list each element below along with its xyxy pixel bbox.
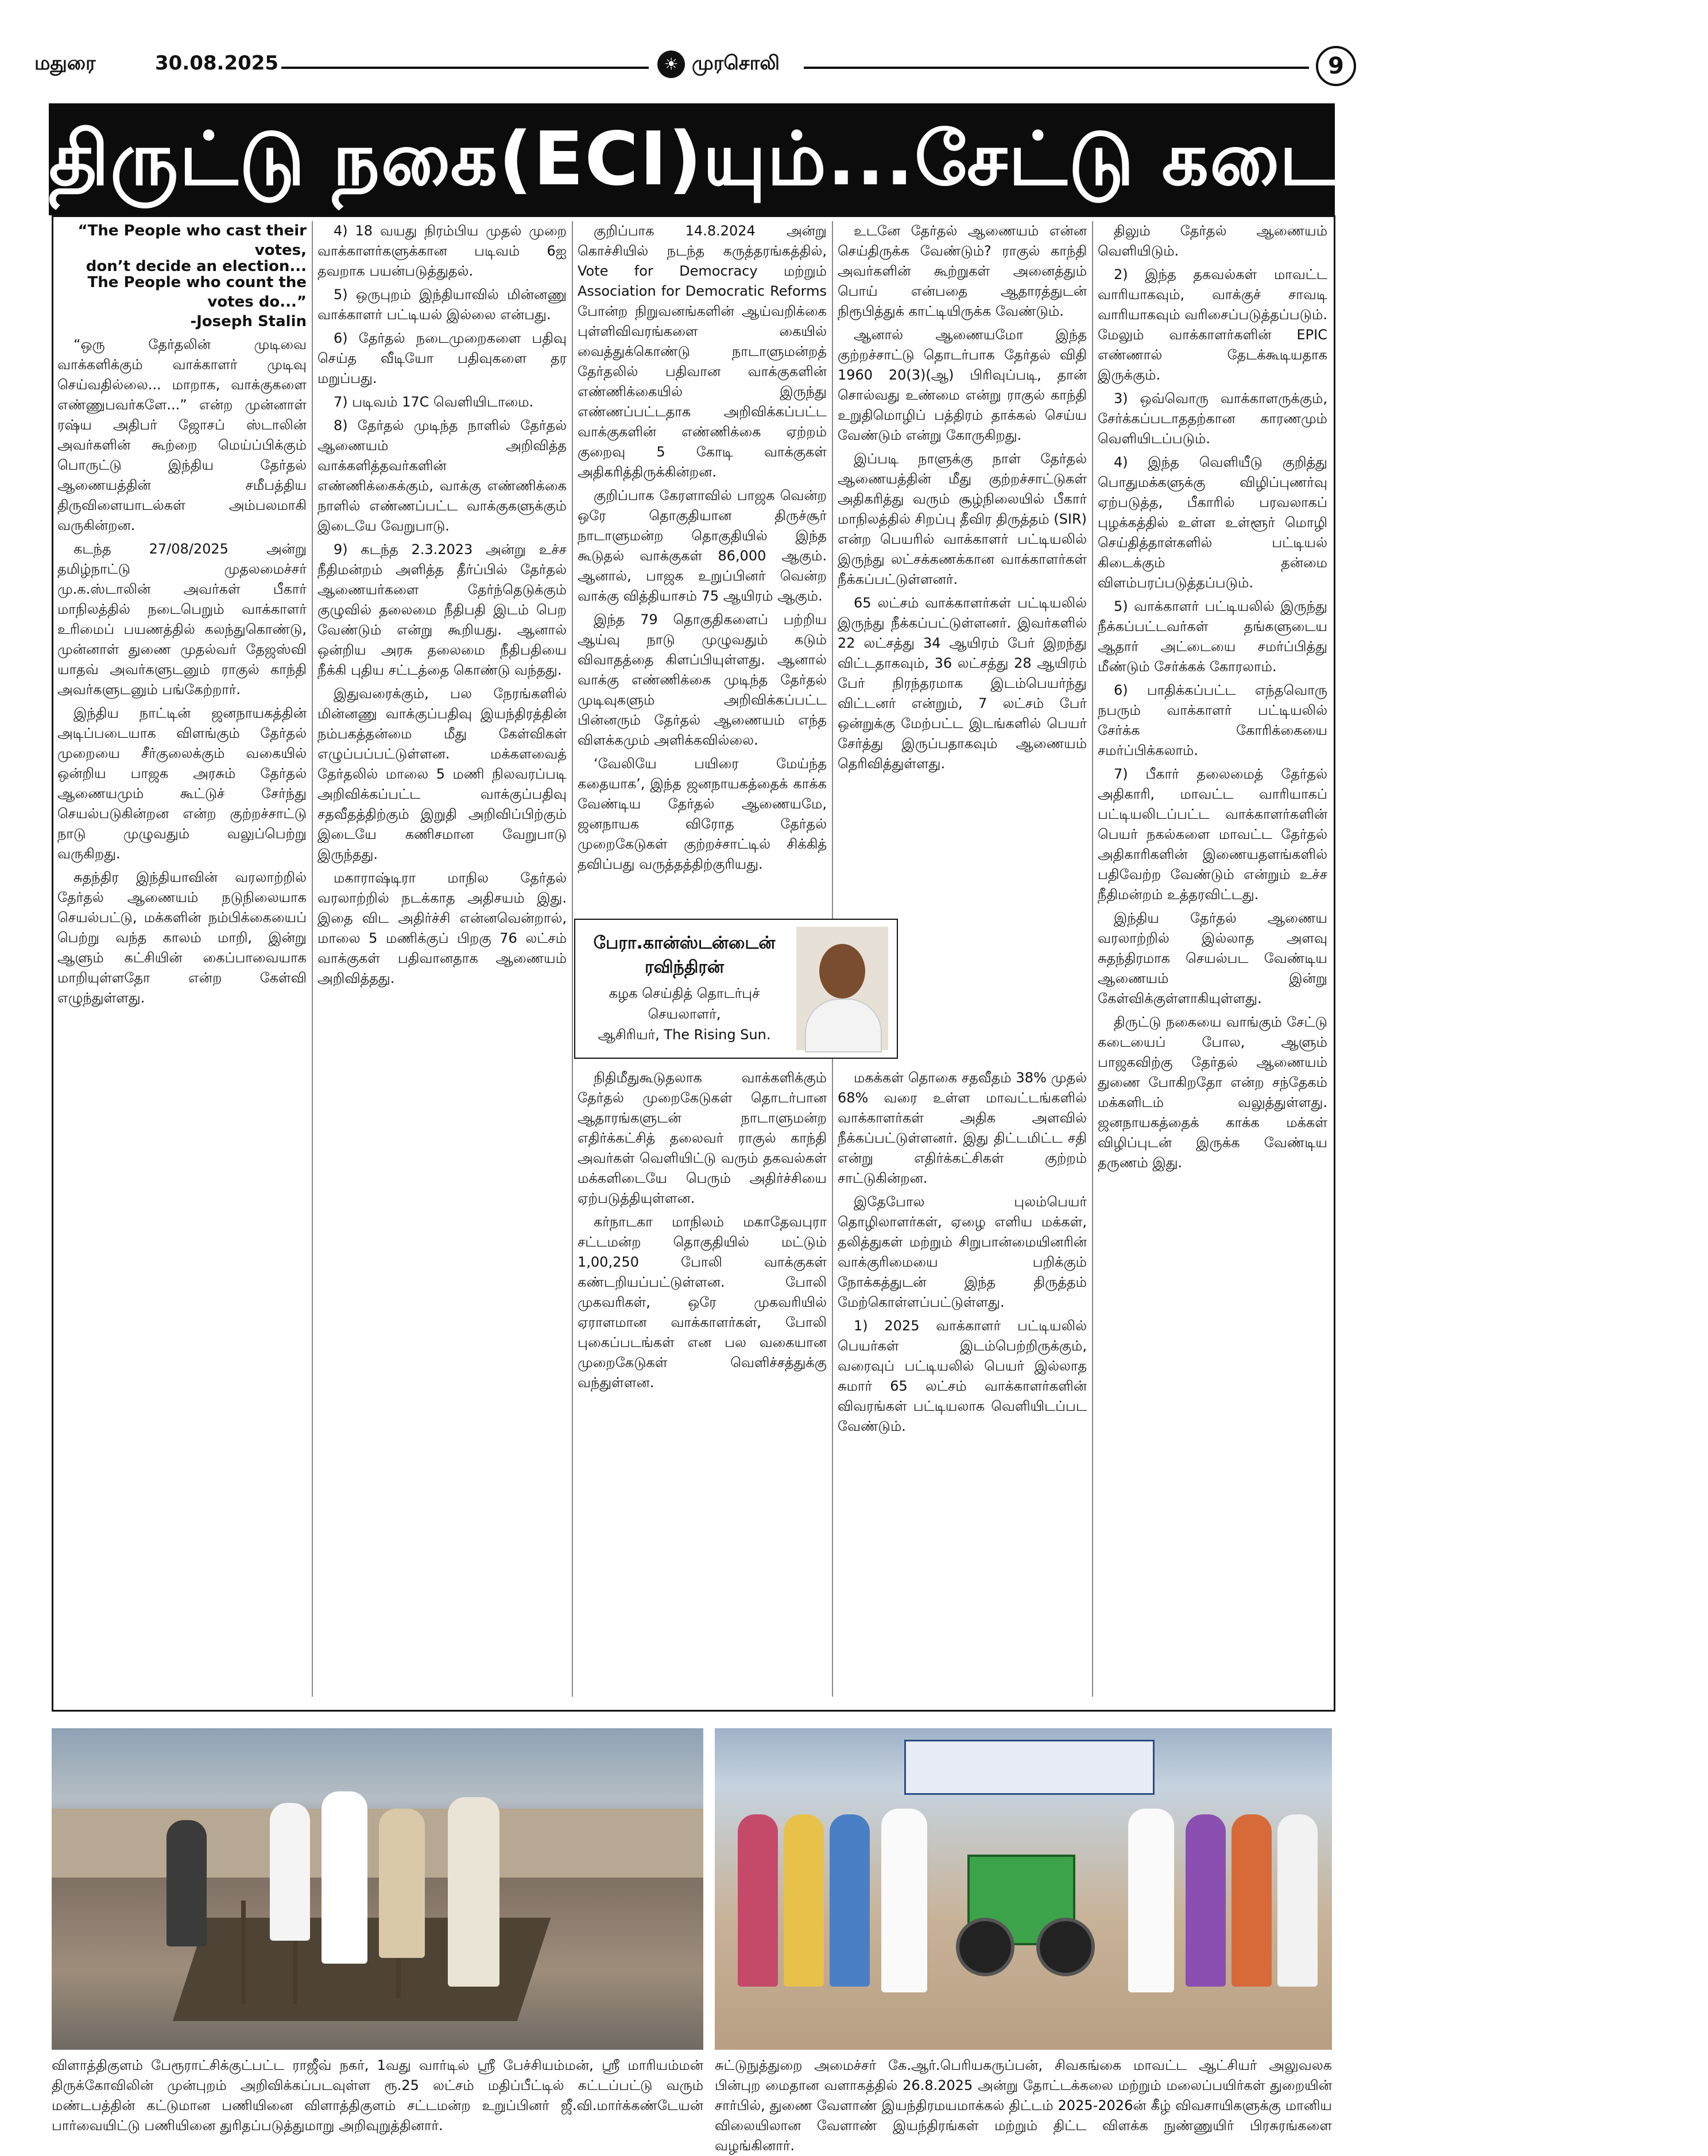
paragraph: 7) பீகார் தலைமைத் தேர்தல் அதிகாரி, மாவட்ட வாரியாகப் பட்டியலிடப்பட்ட வாக்காளர்களின் பெயர் நகல்களை மாவட்ட தேர்தல் அதிகாரிகளின் இணையதளங்களில் பதிவேற்ற வேண்டும் என்றும் உச்ச நீதிமன்றம் உத்தரவிட்டது. <box>1098 766 1327 903</box>
author-name <box>581 931 788 980</box>
paragraph: 6) தேர்தல் நடைமுறைகளை பதிவு செய்த வீடியோ பதிவுகளை தர மறுப்பது. <box>317 330 567 386</box>
author-name-line: பேரா.கான்ஸ்டன்டைன் <box>593 933 776 953</box>
article-column-2 <box>317 221 567 1697</box>
paragraph: 1) 2025 வாக்காளர் பட்டியலில் பெயர்கள் இடம்பெற்றிருக்கும், வரைவுப் பட்டியலில் பெயர் இல்லாத சுமார் 65 லட்சம் வாக்காளர்களின் விவரங்கள் பட்டியலாக வெளியிடப்பட வேண்டும். <box>838 1318 1087 1434</box>
photo-person <box>784 1814 824 1987</box>
author-role-line: கழக செய்தித் தொடர்புச் செயலாளர், <box>609 985 760 1022</box>
author-photo <box>796 927 888 1050</box>
author-photo-body <box>805 998 882 1052</box>
paragraph: ஆனால் ஆணையமோ இந்த குற்றச்சாட்டு தொடர்பாக தேர்தல் விதி 1960 20(3)(ஆ) பிரிவுப்படி, தான் சொல்வது உண்மை என்று ராகுல் காந்தி உறுதிமொழிப் பத்திரம் தாக்கல் செய்ய வேண்டும் என்று கோருகிறது. <box>838 327 1087 443</box>
photo-person <box>270 1803 310 1941</box>
paragraph: மகாராஷ்டிரா மாநில தேர்தல் வரலாற்றில் நடக்காத அதிசயம் இது. இதை விட அதிர்ச்சி என்னவென்றால், மாலை 5 மணிக்குப் பிறகு 76 லட்சம் வாக்குகள் பதிவானதாக ஆணையம் அறிவித்தது. <box>317 870 567 986</box>
paragraph: 7) படிவம் 17C வெளியிடாமை. <box>334 394 534 410</box>
photo-person <box>738 1814 778 1987</box>
column-divider <box>312 221 313 1697</box>
photo-banner <box>904 1740 1155 1795</box>
paragraph: “ஒரு தேர்தலின் முடிவை வாக்களிக்கும் வாக்காளர் முடிவு செய்வதில்லை... மாறாக, வாக்குகளை எண்ணுபவர்களே...” என்ற முன்னாள் ரஷ்ய அதிபர் ஜோசப் ஸ்டாலின் அவர்களின் கூற்றை மெய்ப்பிக்கும் பொருட்டு இந்திய தேர்தல் ஆணையத்தின் சமீபத்திய திருவிளையாடல்கள் அம்பலமாகி வருகின்றன. <box>57 336 307 533</box>
masthead <box>34 46 1355 86</box>
article-column-1 <box>57 221 307 1697</box>
masthead-city: மதுரை <box>34 52 96 75</box>
paragraph: மகக்கள் தொகை சதவீதம் 38% முதல் 68% வரை உள்ள மாவட்டங்களில் வாக்காளர்கள் அதிக அளவில் நீக்கப்பட்டுள்ளனர். இது திட்டமிட்ட சதி என்று எதிர்க்கட்சிகள் குற்றம் சாட்டுகின்றன. <box>838 1070 1087 1186</box>
paper-logo-icon: ☀ <box>657 51 685 78</box>
paragraph: 4) இந்த வெளியீடு குறித்து பொதுமக்களுக்கு விழிப்புணர்வு ஏற்படுத்த, பீகாரில் பரவலாகப் புழக்கத்தில் உள்ள உள்ளூர் மொழி செய்தித்தாள்களில் பட்டியல் கிடைக்கும் தன்மை விளம்பரப்படுத்தப்படும். <box>1098 454 1327 591</box>
paragraph: திலும் தேர்தல் ஆணையம் வெளியிடும். <box>1098 223 1327 259</box>
photo-person <box>322 1791 367 1964</box>
paragraph: 6) பாதிக்கப்பட்ட எந்தவொரு நபரும் வாக்காளர் பட்டியலில் சேர்க்க கோரிக்கையை சமர்ப்பிக்கலாம். <box>1098 682 1327 758</box>
headline: திருட்டு நகை(ECI)யும்...சேட்டு கடை(BJP)யும்! <box>49 103 1335 215</box>
photo-person <box>1231 1814 1272 1987</box>
paragraph: குறிப்பாக கேரளாவில் பாஜக வென்ற ஒரே தொகுதியான திருச்சூர் நாடாளுமன்ற தொகுதியில் இந்த கூடுதல் வாக்குகள் 86,000 ஆகும். ஆனால், பாஜக உறுப்பினர் வென்ற வாக்கு வித்தியாசம் 75 ஆயிரம் ஆகும். <box>578 487 827 604</box>
paragraph: 5) ஒருபுறம் இந்தியாவில் மின்னணு வாக்காளர் பட்டியல் இல்லை என்பது. <box>317 287 567 323</box>
paragraph: 3) ஒவ்வொரு வாக்காளருக்கும், சேர்க்கப்படாததற்கான காரணமும் வெளியிடப்படும். <box>1098 390 1327 447</box>
paragraph: ‘வேலியே பயிரை மேய்ந்த கதையாக’, இந்த ஜனநாயகத்தைக் காக்க வேண்டிய தேர்தல் ஆணையமே, ஜனநாயக விரோத தேர்தல் முறைகேடுகள் குற்றச்சாட்டில் சிக்கித் தவிப்பது வருத்தத்திற்குரியது. <box>578 756 827 872</box>
paragraph: உடனே தேர்தல் ஆணையம் என்ன செய்திருக்க வேண்டும்? ராகுல் காந்தி அவர்களின் கூற்றுகள் அனைத்தும் பொய் என்பதை ஆதாரத்துடன் நிரூபித்துக் காட்டியிருக்க வேண்டும். <box>838 223 1087 319</box>
paragraph: 4) 18 வயது நிரம்பிய முதல் முறை வாக்காளர்களுக்கான படிவம் 6ஐ தவறாக பயன்படுத்துதல். <box>317 223 567 279</box>
photo-person <box>379 1809 425 1958</box>
photo-person <box>830 1814 870 1987</box>
photo-wall <box>52 1809 703 1878</box>
masthead-date: 30.08.2025 <box>155 52 279 75</box>
article-column-4-lower <box>838 1068 1087 1697</box>
masthead-rule <box>281 67 649 69</box>
article-column-3 <box>578 221 827 910</box>
paragraph: இப்படி நாளுக்கு நாள் தேர்தல் ஆணையத்தின் மீது குற்றச்சாட்டுகள் அதிகரித்து வரும் சூழ்நிலையில் பீகார் மாநிலத்தில் சிறப்பு தீவிர திருத்தம் (SIR) என்ற பெயரில் வாக்காளர் பட்டியலில் இருந்து லட்சக்கணக்கான வாக்காளர்கள் நீக்கப்பட்டுள்ளனர். <box>838 451 1087 587</box>
photo-person <box>1186 1814 1226 1987</box>
epigraph-line: The People who count the votes do...” <box>87 274 307 311</box>
photo-person <box>448 1797 499 1987</box>
article-column-4 <box>838 221 1087 910</box>
construction-inspection-photo <box>52 1728 703 2050</box>
author-photo-head <box>819 944 865 998</box>
paragraph: சுதந்திர இந்தியாவின் வரலாற்றில் தேர்தல் ஆணையம் நடுநிலையாக செயல்பட்டு, மக்களின் நம்பிக்கையைப் பெற்று வந்த காலம் மாறி, இன்று ஆளும் கட்சியின் கைப்பாவையாக மாறியுள்ளதோ என்ற கேள்வி எழுந்துள்ளது. <box>57 869 307 1006</box>
author-name-line: ரவிந்திரன் <box>644 957 725 977</box>
paragraph: 2) இந்த தகவல்கள் மாவட்ட வாரியாகவும், வாக்குச் சாவடி வாரியாகவும் வரிசைப்படுத்தப்படும். மேலும் வாக்காளர்களின் EPIC எண்ணால் தேடக்கூடியதாக இருக்கும். <box>1098 266 1327 383</box>
paragraph: திருட்டு நகையை வாங்கும் சேட்டு கடையைப் போல, ஆளும் பாஜகவிற்கு தேர்தல் ஆணையம் துணை போகிறதோ என்ற சந்தேகம் மக்களிடம் வலுத்துள்ளது. ஜனநாயகத்தைக் காக்க மக்கள் விழிப்புடன் இருக்க வேண்டிய தருணம் இது. <box>1098 1014 1327 1171</box>
epigraph-line: don’t decide an election... <box>86 258 307 275</box>
page-number: 9 <box>1316 46 1356 86</box>
paragraph: இதேபோல புலம்பெயர் தொழிலாளர்கள், ஏழை எளிய மக்கள், தலித்துகள் மற்றும் சிறுபான்மையினரின் வாக்குரிமையை பறிக்கும் நோக்கத்துடன் இந்த திருத்தம் மேற்கொள்ளப்பட்டுள்ளது. <box>838 1194 1087 1310</box>
article-column-3-lower <box>578 1068 827 1697</box>
photo-caption-left: விளாத்திகுளம் பேரூராட்சிக்குட்பட்ட ராஜீவ் நகர், 1வது வார்டில் ஸ்ரீ பேச்சியம்மன், ஸ்ரீ மாரியம்மன் திருக்கோவிலின் முன்புறம் அறிவிக்கப்படவுள்ள ரூ.25 லட்சம் மதிப்பீட்டில் கட்டப்பட்டு வரும் மண்டபத்தின் கட்டுமான பணியினை விளாத்திகுளம் சட்டமன்ற உறுப்பினர் ஜீ.வி.மார்க்கண்டேயன் பார்வையிட்டு பணியினை துரிதப்படுத்துமாறு அறிவுறுத்தினார். <box>52 2057 703 2134</box>
paragraph: 5) வாக்காளர் பட்டியலில் இருந்து நீக்கப்பட்டவர்கள் தங்களுடைய ஆதார் அட்டையை சமர்ப்பித்து மீண்டும் சேர்க்கக் கோரலாம். <box>1098 598 1327 675</box>
photo-person <box>1128 1809 1174 1992</box>
paragraph: கர்நாடகா மாநிலம் மகாதேவபுரா சட்டமன்ற தொகுதியில் மட்டும் 1,00,250 போலி வாக்குகள் கண்டறியப்பட்டுள்ளன. போலி முகவரிகள், ஒரே முகவரியில் ஏராளமான வாக்காளர்கள், போலி புகைப்படங்கள் என பல வகையான முறைகேடுகள் வெளிச்சத்துக்கு வந்துள்ளன. <box>578 1214 827 1391</box>
paragraph: குறிப்பாக 14.8.2024 அன்று கொச்சியில் நடந்த கருத்தரங்கத்தில், Vote for Democracy மற்றும் Association for Democratic Reforms போன்ற நிறுவனங்களின் ஆய்வறிக்கை புள்ளிவிவரங்களை கையில் வைத்துக்கொண்டு நாடாளுமன்றத் தேர்தலில் பதிவான வாக்குகளின் எண்ணிக்கையில் இருந்து எண்ணப்பட்டதாக அறிவிக்கப்பட்ட வாக்குகளின் எண்ணிக்கை ஏற்றம் குறைவு 5 கோடி வாக்குகள் அதிகரித்திருக்கின்றன. <box>578 223 827 480</box>
masthead-rule <box>804 67 1309 69</box>
author-role-line: ஆசிரியர், The Rising Sun. <box>598 1027 771 1043</box>
epigraph-line: “The People who cast their votes, <box>78 222 307 259</box>
article-column-5 <box>1098 221 1327 1697</box>
paragraph: கடந்த 27/08/2025 அன்று தமிழ்நாட்டு முதலமைச்சர் மு.க.ஸ்டாலின் அவர்கள் பீகார் மாநிலத்தில் நடைபெறும் வாக்காளர் உரிமைப் பயணத்தில் கலந்துகொண்டு, முன்னாள் துணை முதல்வர் தேஜஸ்வி யாதவ் அவர்களுடனும் ராகுல் காந்தி அவர்களுடனும் பங்கேற்றார். <box>57 541 307 698</box>
tractor-distribution-photo <box>715 1728 1332 2050</box>
column-divider <box>572 221 573 1697</box>
author-role <box>581 983 788 1045</box>
photo-wheel <box>1036 1918 1095 1976</box>
epigraph-attribution: -Joseph Stalin <box>190 313 307 330</box>
masthead-paper-name: முரசொலி <box>692 52 780 75</box>
photo-rebar <box>241 1900 246 2004</box>
photo-person <box>881 1809 927 1992</box>
paragraph: 65 லட்சம் வாக்காளர்கள் பட்டியலில் இருந்து நீக்கப்பட்டுள்ளனர். இவர்களில் 22 லட்சத்து 34 ஆயிரம் பேர் இறந்து விட்டதாகவும், 36 லட்சத்து 28 ஆயிரம் பேர் நிரந்தரமாக இடம்பெயர்ந்து விட்டனர் என்றும், 7 லட்சம் பேர் ஒன்றுக்கு மேற்பட்ட இடங்களில் பெயர் சேர்த்து இருப்பதாகவும் ஆணையம் தெரிவித்துள்ளது. <box>838 595 1087 772</box>
author-box <box>574 919 898 1059</box>
paragraph: இந்த 79 தொகுதிகளைப் பற்றிய ஆய்வு நாடு முழுவதும் கடும் விவாதத்தை கிளப்பியுள்ளது. ஆனால் வாக்கு எண்ணிக்கை முடிந்த தேர்தல் முடிவுகளும் அறிவிக்கப்பட்ட பின்னரும் தேர்தல் ஆணையம் எந்த விளக்கமும் அளிக்கவில்லை. <box>578 611 827 748</box>
column-divider <box>1092 221 1093 1697</box>
paragraph: நிதிமீதுகூடுதலாக வாக்களிக்கும் தேர்தல் முறைகேடுகள் தொடர்பான ஆதாரங்களுடன் நாடாளுமன்ற எதிர்க்கட்சித் தலைவர் ராகுல் காந்தி அவர்கள் வெளியிட்டு வரும் தகவல்கள் மக்களிடையே பெரும் அதிர்ச்சியை ஏற்படுத்தியுள்ளன. <box>578 1070 827 1206</box>
paragraph: இந்திய நாட்டின் ஜனநாயகத்தின் அடிப்படையாக விளங்கும் தேர்தல் முறையை சீர்குலைக்கும் வகையில் ஒன்றிய பாஜக அரசும் தேர்தல் ஆணையமும் கூட்டுச் சேர்ந்து செயல்படுகின்றன என்ற குற்றச்சாட்டு நாடு முழுவதும் வலுப்பெற்று வருகிறது. <box>57 705 307 862</box>
photo-wheel <box>956 1918 1014 1976</box>
paragraph: 8) தேர்தல் முடிந்த நாளில் தேர்தல் ஆணையம் அறிவித்த வாக்களித்தவர்களின் எண்ணிக்கைக்கும், வாக்கு எண்ணிக்கை நாளில் எண்ணப்பட்ட வாக்குகளுக்கும் இடையே வேறுபாடு. <box>317 417 567 534</box>
paragraph: 9) கடந்த 2.3.2023 அன்று உச்ச நீதிமன்றம் அளித்த தீர்ப்பில் தேர்தல் ஆணையர்களை தேர்ந்தெடுக்கும் குழுவில் தலைமை நீதிபதி இடம் பெற வேண்டும் என்று கூறியது. ஆனால் ஒன்றிய அரசு தலைமை நீதிபதியை நீக்கி புதிய சட்டத்தை கொண்டு வந்தது. <box>317 541 567 678</box>
paragraph: இதுவரைக்கும், பல நேரங்களில் மின்னணு வாக்குப்பதிவு இயந்திரத்தின் நம்பகத்தன்மை மீது கேள்விகள் எழுப்பப்பட்டுள்ளன. மக்களவைத் தேர்தலில் மாலை 5 மணி நிலவரப்படி அறிவிக்கப்பட்ட வாக்குப்பதிவு சதவீதத்திற்கும் இறுதி அறிவிப்பிற்கும் இடையே கணிசமான வேறுபாடு இருந்தது. <box>317 686 567 862</box>
photo-person <box>1277 1814 1318 1987</box>
photo-caption-right: சுட்டுநுத்துறை அமைச்சர் கே.ஆர்.பெரியகருப்பன், சிவகங்கை மாவட்ட ஆட்சியர் அலுவலக பின்புற மைதான வளாகத்தில் 26.8.2025 அன்று தோட்டக்கலை மற்றும் மலைப்பயிர்கள் துறையின் சார்பில், துணை வேளாண் இயந்திரமயமாக்கல் திட்டம் 2025-2026ன் கீழ் விவசாயிகளுக்கு மானிய விலையிலான வேளாண் இயந்திரங்கள் மற்றும் திட்ட விளக்க நுண்ணுயிர் பிரசுரங்களை வழங்கினார். <box>715 2057 1332 2154</box>
paragraph: இந்திய தேர்தல் ஆணைய வரலாற்றில் இல்லாத அளவு சுதந்திரமாக செயல்பட வேண்டிய ஆணையம் இன்று கேள்விக்குள்ளாகியுள்ளது. <box>1098 910 1327 1007</box>
photo-person <box>166 1820 207 1946</box>
